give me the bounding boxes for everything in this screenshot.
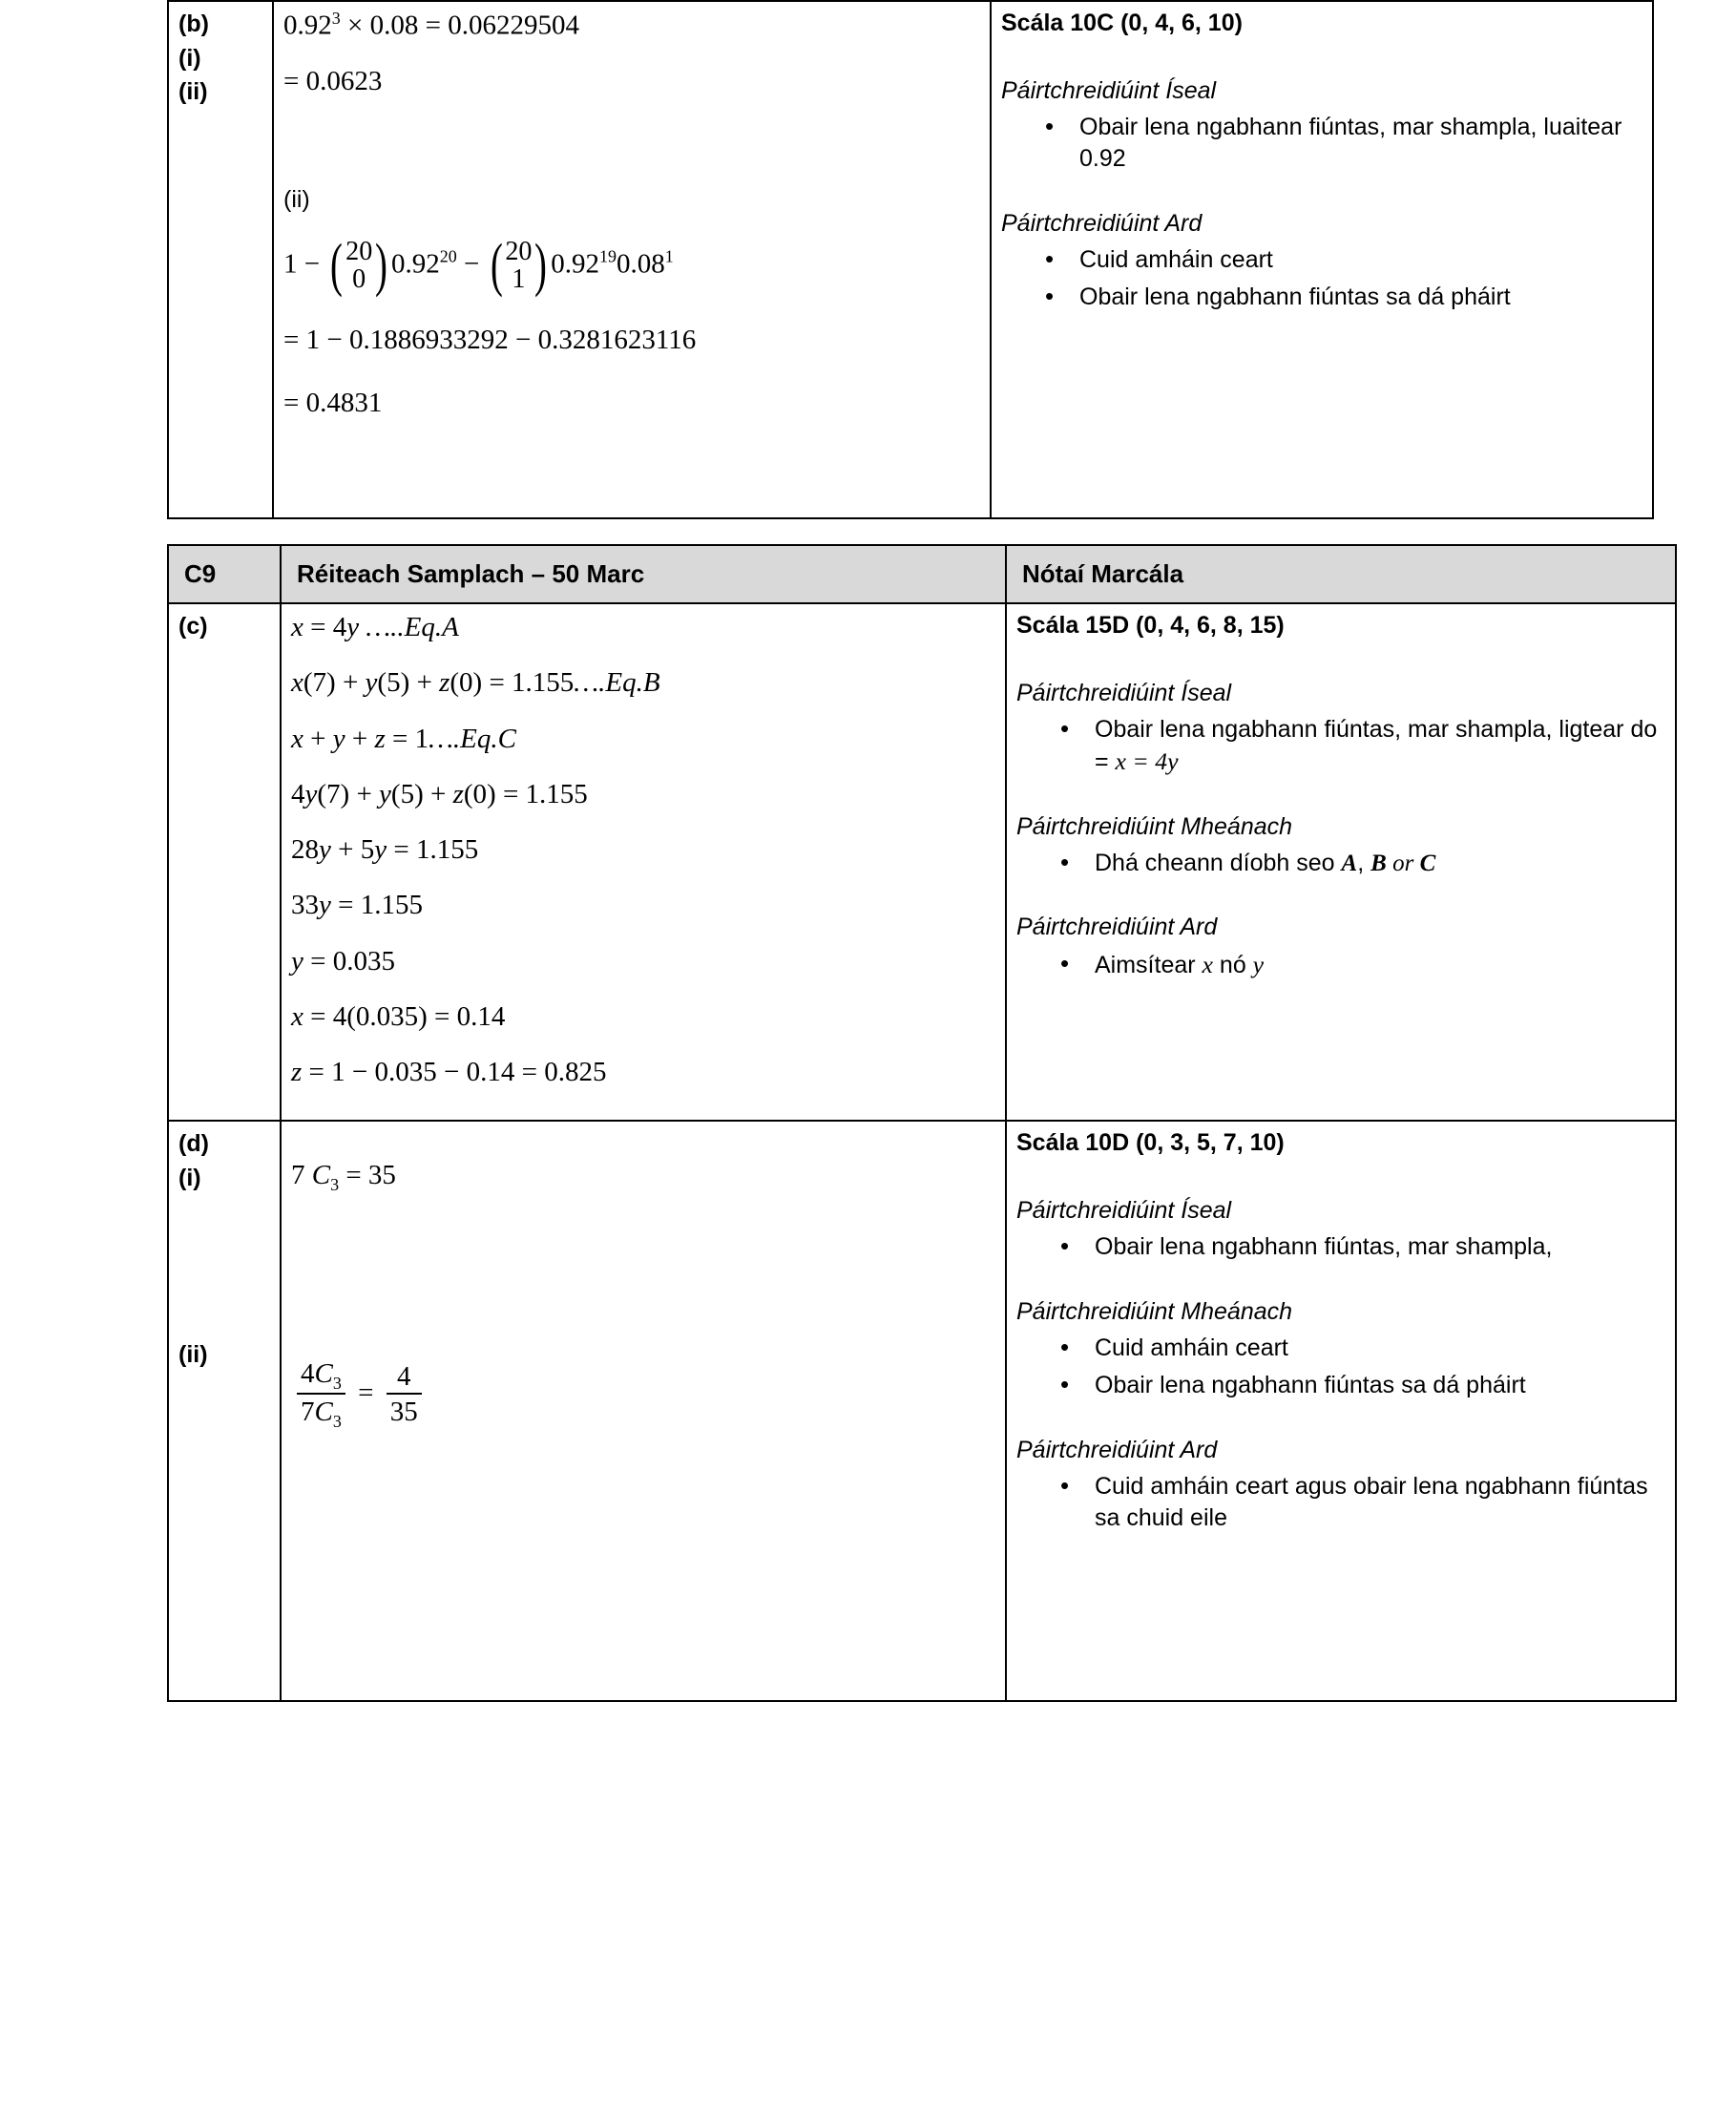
bullet-list-high-b <box>1001 244 1642 314</box>
fraction-denominator: 35 <box>387 1393 422 1427</box>
binomial-20-0: ( 20 0 ) <box>330 232 388 299</box>
header-solution-title: Réiteach Samplach – 50 Marc <box>281 545 1006 603</box>
equation-b-binomial: 1 − ( 20 0 ) $0.92^{20}$ − ( 20 1 ) 0.92$^{19}$0.08$^1$ <box>283 232 674 299</box>
table-row-c <box>168 603 1676 1121</box>
header-question-number: C9 <box>168 545 281 603</box>
part-label-b-i: (i) <box>178 44 201 72</box>
scale-label-c: Scála 15D (0, 4, 6, 8, 15) <box>1016 612 1285 639</box>
criterion-low-b: Páirtchreidiúint Íseal <box>1001 76 1217 104</box>
list-item: • Obair lena ngabhann fiúntas, mar shampla, luaitear 0.92 <box>1001 112 1642 176</box>
equation-b-2: = 0.0623 <box>283 65 383 96</box>
equation-c-3: x + y + z = 1….Eq.C <box>291 723 516 754</box>
equation-c-2: x(7) + y(5) + z(0) = 1.155….Eq.B <box>291 667 660 699</box>
part-label-c-cell <box>168 603 281 1121</box>
criterion-mid-d: Páirtchreidiúint Mheánach <box>1016 1297 1293 1325</box>
binom-bottom: 1 <box>512 263 526 294</box>
eq-ref-b: B <box>1370 851 1387 876</box>
fraction-left <box>297 1358 345 1432</box>
solution-cell-c <box>281 603 1006 1121</box>
vertical-gap <box>178 1195 270 1338</box>
equation-c-1: x = 4y …..Eq.A <box>291 612 459 642</box>
part-label-d: (d) <box>178 1130 209 1158</box>
bullet-list-high-d <box>1016 1471 1665 1535</box>
equation-b-1: $0.92^3 \times 0.08 = 0.06229504$ <box>283 9 579 41</box>
fraction-right <box>387 1361 422 1428</box>
solution-cell-b <box>273 1 991 518</box>
bullet-list-high-c <box>1016 949 1665 981</box>
bullet-text: Obair lena ngabhann fiúntas, mar shampla, ligtear do = <box>1095 716 1658 776</box>
eq-ref-c: C <box>1419 851 1436 876</box>
vertical-gap <box>291 1127 995 1158</box>
bullet-text: Aimsítear <box>1095 951 1203 978</box>
list-item: • Obair lena ngabhann fiúntas sa dá pháirt <box>1001 282 1642 313</box>
equation-c-5: 28y + 5y = 1.155 <box>291 834 479 865</box>
list-item: • Cuid amháin ceart <box>1001 244 1642 276</box>
fraction-numerator: $4C_3$ <box>301 1357 342 1393</box>
table-row <box>168 1 1653 518</box>
notes-cell-d <box>1006 1121 1676 1701</box>
criterion-high-c: Páirtchreidiúint Ard <box>1016 914 1218 941</box>
bullet-text-mid: nó <box>1212 951 1253 978</box>
bullet-text: Dhá cheann díobh seo <box>1095 850 1342 876</box>
list-item: • Obair lena ngabhann fiúntas, mar shampla, <box>1016 1231 1665 1263</box>
bullet-list-low-d <box>1016 1231 1665 1263</box>
variable-x: x <box>1202 950 1213 978</box>
fraction-denominator: $7C_3$ <box>297 1393 345 1431</box>
scale-label-b: Scála 10C (0, 4, 6, 10) <box>1001 10 1243 36</box>
equation-d-i: 7 $C_3 = 35$ <box>291 1160 396 1195</box>
equation-c-6: 33y = 1.155 <box>291 890 423 921</box>
part-label-c: (c) <box>178 613 208 640</box>
criterion-mid-c: Páirtchreidiúint Mheánach <box>1016 812 1293 840</box>
notes-cell-c <box>1006 603 1676 1121</box>
part-label-d-cell <box>168 1121 281 1701</box>
comma: , <box>1357 850 1371 876</box>
list-item <box>1016 714 1665 779</box>
table-part-b <box>167 0 1654 519</box>
bullet-list-mid-c <box>1016 848 1665 879</box>
list-item <box>1016 848 1665 879</box>
equals-sign: = <box>358 1376 374 1408</box>
equation-d-ii-fraction <box>291 1358 995 1432</box>
binom-top: 20 <box>345 237 373 267</box>
equation-b-5: = 0.4831 <box>283 387 383 418</box>
fraction-numerator: 4 <box>396 1360 411 1392</box>
variable-y: y <box>1252 950 1265 978</box>
part-label-d-i: (i) <box>178 1164 201 1191</box>
part-label-b: (b) <box>178 11 209 37</box>
binom-bottom: 0 <box>352 263 366 294</box>
equation-c-4: 4y(7) + y(5) + z(0) = 1.155 <box>291 778 588 809</box>
criterion-high-b: Páirtchreidiúint Ard <box>1001 209 1203 237</box>
equation-c-8: x = 4(0.035) = 0.14 <box>291 1000 506 1032</box>
table-row-d <box>168 1121 1676 1701</box>
equation-c-9: z = 1 − 0.035 − 0.14 = 0.825 <box>291 1057 607 1087</box>
equation-c-7: y = 0.035 <box>291 945 395 977</box>
criterion-high-d: Páirtchreidiúint Ard <box>1016 1436 1218 1463</box>
criterion-low-d: Páirtchreidiúint Íseal <box>1016 1196 1232 1224</box>
eq-ref-a: A <box>1341 851 1358 876</box>
part-label-b-ii: (ii) <box>178 78 208 105</box>
notes-cell-b <box>991 1 1653 518</box>
vertical-gap <box>291 1225 995 1358</box>
part-label-b-cell <box>168 1 273 518</box>
sub-label-ii: (ii) <box>283 186 310 214</box>
binom-top: 20 <box>505 237 533 267</box>
bullet-list-low-b <box>1001 112 1642 176</box>
bullet-list-low-c <box>1016 714 1665 779</box>
equation-b-4: = 1 − 0.1886933292 − 0.3281623116 <box>283 324 697 355</box>
part-label-d-ii: (ii) <box>178 1341 208 1369</box>
list-item: • Cuid amháin ceart <box>1016 1333 1665 1364</box>
binomial-20-1: ( 20 1 ) <box>490 232 548 299</box>
conjunction-or: or <box>1386 851 1420 876</box>
table-header-row <box>168 545 1676 603</box>
bullet-list-mid-d <box>1016 1333 1665 1402</box>
list-item: • Cuid amháin ceart agus obair lena ngabhann fiúntas sa chuid eile <box>1016 1471 1665 1535</box>
criterion-low-c: Páirtchreidiúint Íseal <box>1016 679 1232 706</box>
bullet-math: x = 4y <box>1115 747 1179 776</box>
vertical-gap <box>283 127 980 186</box>
solution-cell-d <box>281 1121 1006 1701</box>
list-item: • Obair lena ngabhann fiúntas sa dá pháirt <box>1016 1370 1665 1401</box>
header-notes-title: Nótaí Marcála <box>1006 545 1676 603</box>
table-c9 <box>167 544 1677 1702</box>
table-gap <box>0 519 1736 544</box>
list-item <box>1016 949 1665 981</box>
scale-label-d: Scála 10D (0, 3, 5, 7, 10) <box>1016 1129 1285 1157</box>
